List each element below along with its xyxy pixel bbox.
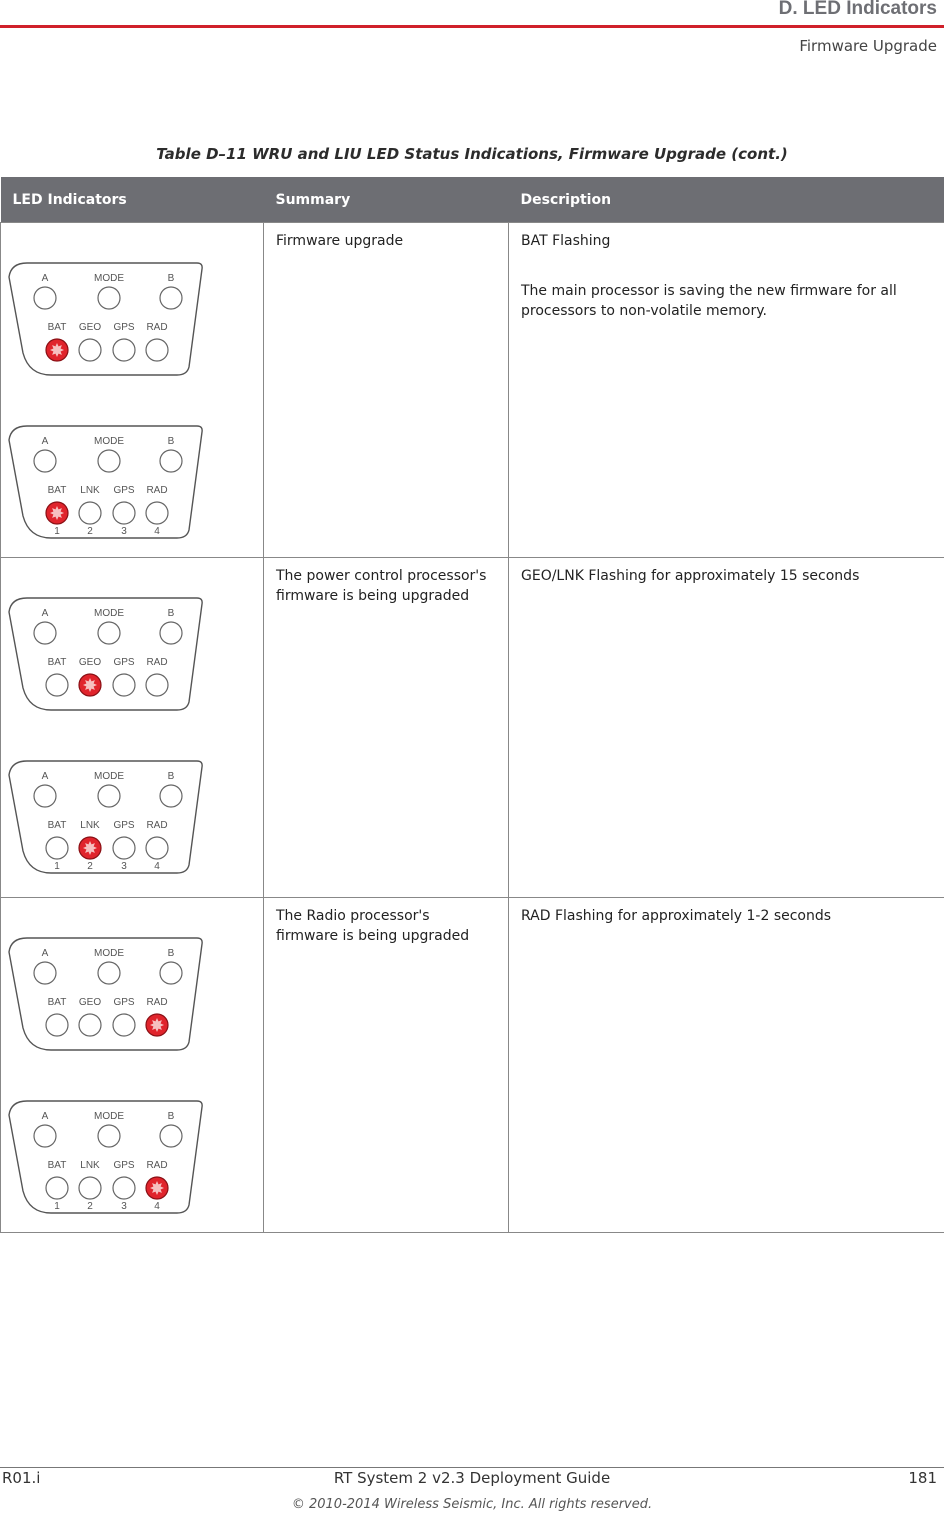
footer-document-title: RT System 2 v2.3 Deployment Guide	[333, 1469, 611, 1487]
top-led-label: B	[167, 436, 175, 447]
description-cell	[509, 223, 944, 558]
led-indicator	[146, 674, 168, 696]
table-header-row	[1, 177, 944, 223]
top-led-label: MODE	[94, 273, 124, 284]
led-indicator	[79, 1177, 101, 1199]
led-number-label: 1	[54, 861, 60, 872]
bottom-led-label: LNK	[80, 485, 100, 496]
summary-cell: The Radio processor's firmware is being upgraded	[264, 898, 509, 1233]
top-led-label: MODE	[94, 1111, 124, 1122]
led-indicators-cell	[1, 898, 264, 1233]
led-indicator	[79, 502, 101, 524]
led-number-label: 4	[154, 1201, 160, 1212]
led-number-label: 2	[87, 1201, 93, 1212]
description-line: GEO/LNK Flashing for approximately 15 seconds	[521, 568, 860, 584]
led-indicator	[98, 287, 120, 309]
led-number-label: 3	[121, 1201, 127, 1212]
bottom-led-label: GPS	[113, 322, 135, 333]
top-led-label: B	[167, 771, 175, 782]
wru-led-panel	[9, 938, 202, 1050]
led-indicator	[79, 1014, 101, 1036]
bottom-led-label: GPS	[113, 997, 135, 1008]
led-indicator	[34, 785, 56, 807]
led-indicator	[98, 785, 120, 807]
bottom-led-label: RAD	[146, 322, 168, 333]
bottom-led-label: GEO	[78, 657, 102, 668]
table-row	[1, 558, 944, 898]
led-panels-illustration	[1, 558, 263, 878]
description-cell	[509, 558, 944, 898]
led-indicator	[113, 339, 135, 361]
bottom-led-label: LNK	[80, 820, 100, 831]
led-indicator	[160, 1125, 182, 1147]
description-line: The main processor is saving the new firmware for all processors to non-volatile memory.	[521, 283, 897, 319]
wru-led-panel	[9, 263, 202, 375]
footer-revision: R01.i	[2, 1469, 41, 1487]
bottom-led-label: RAD	[146, 820, 168, 831]
bottom-led-label: RAD	[146, 997, 168, 1008]
top-led-label: B	[167, 273, 175, 284]
bottom-led-label: BAT	[47, 997, 67, 1008]
summary-cell: The power control processor's firmware is being upgraded	[264, 558, 509, 898]
led-indicator	[46, 674, 68, 696]
top-led-label: B	[167, 948, 175, 959]
summary-cell: Firmware upgrade	[264, 223, 509, 558]
top-led-label: A	[41, 948, 49, 959]
bottom-led-label: RAD	[146, 485, 168, 496]
led-indicator	[113, 1014, 135, 1036]
bottom-led-label: GPS	[113, 485, 135, 496]
footer-copyright: © 2010-2014 Wireless Seismic, Inc. All rights reserved.	[291, 1497, 653, 1512]
description-cell	[509, 898, 944, 1233]
led-indicator	[98, 622, 120, 644]
led-indicator	[146, 837, 168, 859]
led-number-label: 1	[54, 1201, 60, 1212]
led-indicator	[79, 339, 101, 361]
led-number-label: 1	[54, 526, 60, 537]
led-indicator	[34, 622, 56, 644]
led-number-label: 4	[154, 861, 160, 872]
table-caption: Table D–11 WRU and LIU LED Status Indications, Firmware Upgrade (cont.)	[156, 145, 788, 163]
top-led-label: B	[167, 1111, 175, 1122]
bottom-led-label: BAT	[47, 657, 67, 668]
top-led-label: MODE	[94, 948, 124, 959]
top-led-label: MODE	[94, 771, 124, 782]
bottom-led-label: RAD	[146, 1160, 168, 1171]
led-indicator	[146, 339, 168, 361]
led-indicator	[146, 502, 168, 524]
led-indicator	[160, 785, 182, 807]
led-number-label: 3	[121, 861, 127, 872]
led-indicators-cell	[1, 223, 264, 558]
led-indicator	[34, 962, 56, 984]
led-panels-illustration	[1, 223, 263, 543]
led-indicator	[160, 622, 182, 644]
led-indicator	[34, 1125, 56, 1147]
top-led-label: A	[41, 273, 49, 284]
top-led-label: A	[41, 1111, 49, 1122]
bottom-led-label: GEO	[78, 322, 102, 333]
column-header-description: Description	[509, 177, 944, 223]
table-row	[1, 223, 944, 558]
section-subtitle: Firmware Upgrade	[799, 37, 937, 55]
header-rule	[0, 25, 944, 28]
led-indicator	[113, 837, 135, 859]
footer-rule	[0, 1467, 944, 1468]
led-number-label: 2	[87, 526, 93, 537]
led-indicator	[113, 502, 135, 524]
led-indicator	[98, 1125, 120, 1147]
table-row	[1, 898, 944, 1233]
led-indicator	[160, 450, 182, 472]
wru-led-panel	[9, 598, 202, 710]
bottom-led-label: GPS	[113, 820, 135, 831]
liu-led-panel	[9, 761, 202, 873]
led-indicator	[160, 962, 182, 984]
led-indicator	[160, 287, 182, 309]
bottom-led-label: BAT	[47, 820, 67, 831]
bottom-led-label: GPS	[113, 657, 135, 668]
led-indicator	[113, 674, 135, 696]
led-number-label: 4	[154, 526, 160, 537]
bottom-led-label: BAT	[47, 1160, 67, 1171]
description-line: BAT Flashing	[521, 233, 611, 249]
led-indicators-cell	[1, 558, 264, 898]
liu-led-panel	[9, 1101, 202, 1213]
top-led-label: MODE	[94, 436, 124, 447]
top-led-label: A	[41, 771, 49, 782]
column-header-summary: Summary	[264, 177, 509, 223]
led-status-table	[0, 177, 944, 1233]
top-led-label: A	[41, 608, 49, 619]
bottom-led-label: BAT	[47, 485, 67, 496]
top-led-label: MODE	[94, 608, 124, 619]
led-indicator	[46, 837, 68, 859]
top-led-label: B	[167, 608, 175, 619]
bottom-led-label: GEO	[78, 997, 102, 1008]
column-header-led-indicators: LED Indicators	[1, 177, 264, 223]
section-title: D. LED Indicators	[778, 0, 937, 19]
led-indicator	[46, 1177, 68, 1199]
liu-led-panel	[9, 426, 202, 538]
bottom-led-label: LNK	[80, 1160, 100, 1171]
top-led-label: A	[41, 436, 49, 447]
led-indicator	[34, 450, 56, 472]
bottom-led-label: BAT	[47, 322, 67, 333]
bottom-led-label: RAD	[146, 657, 168, 668]
led-panels-illustration	[1, 898, 263, 1218]
footer-page-number: 181	[908, 1469, 937, 1487]
led-indicator	[113, 1177, 135, 1199]
led-number-label: 3	[121, 526, 127, 537]
led-number-label: 2	[87, 861, 93, 872]
led-indicator	[34, 287, 56, 309]
led-indicator	[98, 962, 120, 984]
led-indicator	[98, 450, 120, 472]
description-line: RAD Flashing for approximately 1-2 seconds	[521, 908, 832, 924]
bottom-led-label: GPS	[113, 1160, 135, 1171]
led-indicator	[46, 1014, 68, 1036]
